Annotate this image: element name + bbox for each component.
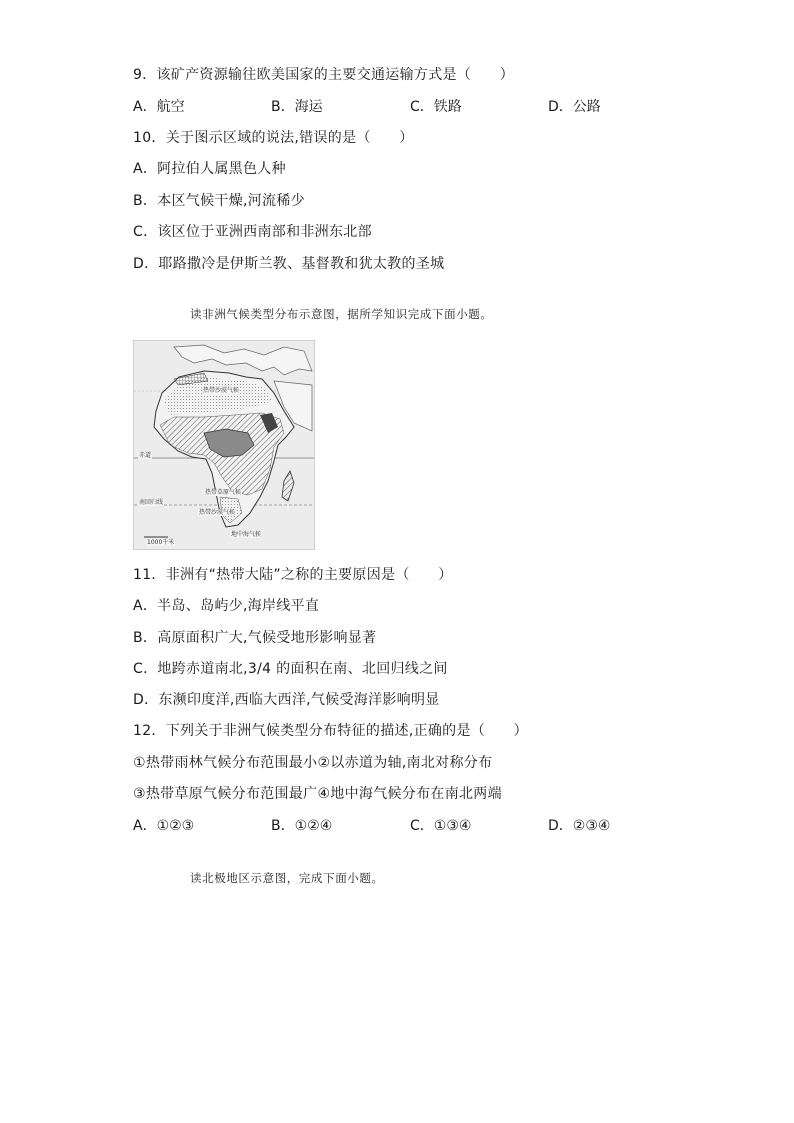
- q12-option-a[interactable]: A．①②③: [133, 818, 195, 834]
- q9-option-c[interactable]: C．铁路: [410, 99, 462, 115]
- q9-stem: 9．该矿产资源输往欧美国家的主要交通运输方式是（ ）: [133, 67, 515, 83]
- madagascar-island: [282, 471, 294, 501]
- map-label-mediterranean: 地中海气候: [231, 531, 262, 538]
- q12-option-b[interactable]: B．①②④: [271, 818, 333, 834]
- q10-option-a[interactable]: A．阿拉伯人属黑色人种: [133, 161, 286, 177]
- africa-intro-text: 读非洲气候类型分布示意图，据所学知识完成下面小题。: [190, 307, 493, 321]
- arctic-intro-text: 读北极地区示意图，完成下面小题。: [190, 871, 384, 885]
- africa-climate-map: [133, 340, 315, 550]
- q9-option-d[interactable]: D．公路: [548, 99, 601, 115]
- europe-landmass: [174, 345, 312, 375]
- q10-option-d[interactable]: D．耶路撒冷是伊斯兰教、基督教和犹太教的圣城: [133, 256, 445, 272]
- q11-stem: 11．非洲有“热带大陆”之称的主要原因是（ ）: [133, 567, 453, 583]
- q10-stem: 10．关于图示区域的说法,错误的是（ ）: [133, 130, 414, 146]
- q11-option-d[interactable]: D．东濒印度洋,西临大西洋,气候受海洋影响明显: [133, 692, 440, 708]
- africa-map-drawing: [134, 341, 314, 549]
- q11-option-c[interactable]: C．地跨赤道南北,3/4 的面积在南、北回归线之间: [133, 661, 448, 677]
- q9-option-b[interactable]: B．海运: [271, 99, 323, 115]
- map-label-tropic: 南回归线: [139, 499, 164, 506]
- q12-stem: 12．下列关于非洲气候类型分布特征的描述,正确的是（ ）: [133, 723, 528, 739]
- q12-option-c[interactable]: C．①③④: [410, 818, 472, 834]
- q12-option-d[interactable]: D．②③④: [548, 818, 611, 834]
- q11-option-b[interactable]: B．高原面积广大,气候受地形影响显著: [133, 630, 377, 646]
- q12-statement-2: ③热带草原气候分布范围最广④地中海气候分布在南北两端: [133, 786, 502, 802]
- map-label-desert: 热带沙漠气候: [203, 387, 240, 394]
- q10-option-b[interactable]: B．本区气候干燥,河流稀少: [133, 193, 305, 209]
- map-label-desert-south: 热带沙漠气候: [199, 509, 236, 516]
- q9-option-a[interactable]: A．航空: [133, 99, 185, 115]
- q12-statement-1: ①热带雨林气候分布范围最小②以赤道为轴,南北对称分布: [133, 755, 493, 771]
- map-label-savanna: 热带草原气候: [205, 489, 242, 496]
- map-label-scale: 1000千米: [147, 539, 175, 546]
- map-label-equator: 赤道: [139, 452, 152, 459]
- q11-option-a[interactable]: A．半岛、岛屿少,海岸线平直: [133, 598, 320, 614]
- q10-option-c[interactable]: C．该区位于亚洲西南部和非洲东北部: [133, 224, 372, 240]
